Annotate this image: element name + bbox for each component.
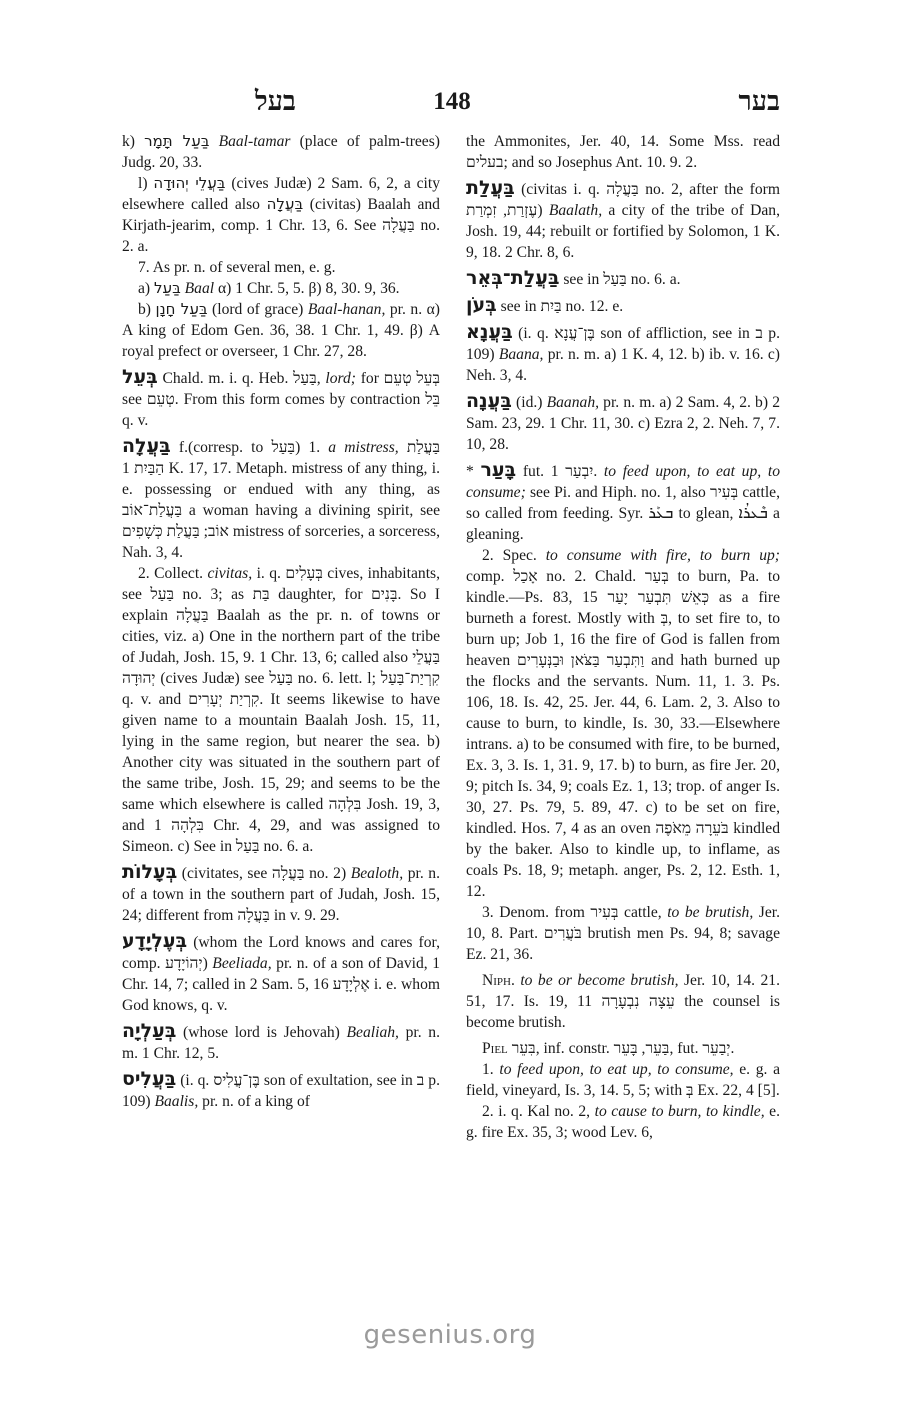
dictionary-paragraph [466,131,780,173]
text-run: בַּעֲלַת הַבַּיִת 1 K. 17, 17. Metaph. mistress of any thing, i. e. possessing or endued with any thing, as בַּעֲלַת־אוֹב a woman having a divining spirit, see אוֹב; בַּעֲלַת כְּשָׁפִים mistress of sorceries, a sorceress, Nah. 3, 4. [122,439,441,561]
text-run: e. g. a field, vineyard, Is. 3, 14. 5, 5; with בְּ Ex. 22, 4 [5]. [466,1061,781,1099]
text-run: 1. [482,1061,500,1078]
dictionary-paragraph [466,970,780,1033]
text-run: (civitas) Baalah and Kirjath-jearim, comp. 1 Chr. 13, 6. See בַּעֲלָה no. 2. a. [122,196,441,255]
text-run: (civitas i. q. בַּעֲלָה no. 2, after the form עֶזְרַת, זִמְרַת) [466,181,780,219]
text-run: (civitates, see בַּעֲלָה no. 2) [177,865,351,882]
entry-headword: בְּעֶלְיָדָע [122,930,188,952]
dictionary-paragraph [466,178,780,263]
text-run: Piel [482,1040,508,1057]
gloss-italic: Bealiah, [346,1024,399,1041]
text-run: (id.) [511,394,547,411]
text-run: see Pi. and Hiph. no. 1, also בְּעִיר cattle, so called from feeding. Syr. ܒܥܰܪ to glean, ܒܶܥܪܳܐ a gleaning. [466,484,780,543]
running-header [120,86,780,122]
entry-headword: בְּעֵל [122,366,158,388]
text-run: l) [138,175,154,192]
text-run: f.(corresp. to בַּעַל) 1. [170,439,329,456]
text-run: Jer. 10, 14. 21. 51, 17. Is. 19, 11 עֵצָה נִבְעָרָה the counsel is become brutish. [466,972,780,1031]
text-run: (cives Judæ) 2 Sam. 6, 2, a city elsewhere called also [122,175,440,213]
gloss-italic: a mistress, [328,439,399,456]
text-run: 2. Collect. [138,565,208,582]
entry-headword: בַּעֲלַת־בְּאֵר [466,267,560,289]
text-run: pr. n. of a king of [198,1093,310,1110]
text-run: pr. n. α) A king of Edom Gen. 36, 38. 1 Chr. 1, 49. β) A royal prefect or overseer, 1 Chr. 27, 28. [122,301,441,360]
text-run: בַּעֲלֵי יְהוּדָה [153,174,226,192]
entry-headword: בַּעֲנָא [466,321,513,343]
dictionary-paragraph [466,902,780,965]
text-run: for בְּעֵל טְעֵם see טְעֵם. From this form comes by contraction בֵּל q. v. [122,370,440,429]
dictionary-paragraph [466,1059,780,1101]
right-column [466,131,780,1143]
watermark: gesenius.org [363,1320,537,1350]
dictionary-paragraph [466,391,780,455]
text-run: (i. q. בֶּן־עֲלִיס son of exultation, see in ב p. 109) [122,1072,441,1110]
text-run: see in בַּיִת no. 12. e. [496,298,624,315]
gloss-italic: Baal-hanan, [307,301,386,318]
text-run: k) [122,133,145,150]
text-run: * [466,463,481,480]
entry-headword: בַּעֲלִיס [122,1068,177,1090]
text-run: בַּעַל [154,279,181,297]
entry-headword: בְּעָלוֹת [122,861,178,883]
dictionary-paragraph [466,545,780,902]
gloss-italic: to be or become brutish, [520,972,679,989]
text-run: pr. n. of a son of David, 1 Chr. 14, 7; called in 2 Sam. 5, 16 אֶלְיָדָע i. e. whom God knows, q. v. [122,955,441,1014]
dictionary-paragraph [122,1069,440,1112]
text-run: i. q. בְּעָלִים cives, inhabitants, see בַּעַל no. 3; as בַּת daughter, for בָּנִים. So I explain בַּעֲלָה Baalah as the pr. n. of towns or cities, viz. a) One in the northern part of the tribe of Judah, Josh. 15, 9. 1 Chr. 13, 6; called also בַּעֲלֵי יְהוּדָה (cives Judæ) see בַּעַל no. 6. lett. l; קִרְיַת־בַּעַל q. v. and קִרְיַת יְעָרִים. It seems likewise to have given name to a mountain Baalah Josh. 15, 11, lying in the same region, but nearer the sea. b) Another city was situated in the southern part of the same tribe, Josh. 15, 29; and seems to be the same which elsewhere is called בִּלְהָה Josh. 19, 3, and בִּלְהָה 1 Chr. 4, 29, and was assigned to Simeon. c) See in בַּעַל no. 6. a. [122,565,440,855]
dictionary-paragraph [122,278,440,299]
text-run: 2. i. q. Kal no. 2, [482,1103,595,1120]
entry-headword: בָּעַר [480,459,517,481]
gloss-italic: Baalath, [548,202,603,219]
dictionary-paragraph [122,931,440,1016]
gloss-italic: Baanah, [546,394,600,411]
text-run: pr. n. m. a) 2 Sam. 4, 2. b) 2 Sam. 23, 29. 1 Chr. 11, 30. c) Ezra 2, 2. Neh. 7, 7. 10, 28. [466,394,780,453]
text-run: (lord of grace) [207,301,308,318]
header-right-word: בער [738,86,780,116]
entry-headword: בַּעֲלָה [122,435,171,457]
text-run: the Ammonites, Jer. 40, 14. Some Mss. read בעלים; and so Josephus Ant. 10. 9. 2. [466,133,780,171]
text-run: a city of the tribe of Dan, Josh. 19, 44; rebuilt or fortified by Solomon, 1 K. 9, 18. 2 Chr. 8, 6. [466,202,781,261]
dictionary-paragraph [466,295,780,317]
text-run [209,133,218,150]
entry-headword: בַּעֲנָה [466,390,512,412]
text-run: 3. Denom. from בְּעִיר cattle, [482,904,668,921]
text-run: comp. אָכַל no. 2. Chald. בְּעַר to burn, Pa. to kindle.—Ps. 83, 15 כְּאֵשׁ תִּבְעַר יָעַר as a fire burneth a forest. Mostly with בְּ, to set fire to, to burn up; Job 1, 16 the fire of God is fallen from heaven וַתִּבְעַר בַּצֹּאן וּבַנְּעָרִים and hath burned up the flocks and the servants. Num. 11, 1. 3. Ps. 106, 18. Is. 42, 25. Jer. 44, 6. Lam. 2, 3. Also to cause to burn, to kindle, Is. 30, 33.—Elsewhere intrans. a) to be consumed with fire, to be burned, Ex. 3, 3. Is. 1, 31. 9, 17. b) to burn, as fire Jer. 20, 9; pitch Is. 34, 9; coals Ez. 1, 13; trop. of anger Is. 30, 27. Ps. 79, 5. 89, 47. c) to be set on fire, kindled. Hos. 7, 4 as an oven בֹּעֵרָה מֵאֹפֶה kindled by the baker. Also to kindle up, to inflame, as coals Ps. 18, 9; metaph. anger, Ps. 2, 12. Esth. 1, 12. [466,568,781,900]
left-column [122,131,440,1112]
gloss-italic: Baalis, [154,1093,199,1110]
dictionary-paragraph [122,1021,440,1064]
text-run: pr. n. of a town in the southern part of Judah, Josh. 15, 24; different from בַּעֲלָה in v. 9. 29. [122,865,440,924]
text-run: 2. Spec. [482,547,546,564]
text-run: בַּעֲלָה [266,195,304,213]
dictionary-paragraph [122,299,440,362]
header-left-word: בעל [255,86,296,116]
gloss-italic: lord; [325,370,356,387]
text-run: a) [138,280,155,297]
dictionary-paragraph [466,1038,780,1059]
dictionary-paragraph [122,436,440,563]
dictionary-paragraph [122,173,440,257]
page-number: 148 [433,88,471,115]
text-run: e. g. fire Ex. 35, 3; wood Lev. 6, [466,1103,780,1141]
text-run: fut. יִבְעַר 1. [516,463,604,480]
dictionary-paragraph [466,460,780,545]
dictionary-paragraph [122,367,440,431]
gloss-italic: to be brutish, [667,904,754,921]
gloss-italic: to feed upon, to eat up, to consume, [499,1061,734,1078]
dictionary-paragraph [122,257,440,278]
gloss-italic: to consume with fire, to burn up; [545,547,780,564]
dictionary-paragraph [122,862,440,926]
text-run: (i. q. בֶּן־עֲנָא son of affliction, see in ב p. 109) [466,325,781,363]
entry-headword: בְּעֹן [466,294,497,316]
text-run: (whose lord is Jehovah) [176,1024,347,1041]
entry-headword: בַּעֲלַת [466,177,515,199]
gloss-italic: Baal [184,280,215,297]
dictionary-paragraph [466,1101,780,1143]
dictionary-paragraph [466,322,780,386]
dictionary-paragraph [466,268,780,290]
text-run: בַּעַל חָנָן [155,300,208,318]
gloss-italic: Beeliada, [212,955,272,972]
entry-headword: בְּעַלְיָה [122,1020,177,1042]
text-run: α) 1 Chr. 5, 5. β) 8, 30. 9, 36. [214,280,400,297]
text-run: Niph. [482,972,515,989]
text-run: (place of palm-trees) Judg. 20, 33. [122,133,440,171]
gloss-italic: Baana, [498,346,544,363]
text-run: Jer. 10, 8. Part. בֹּעֲרִים brutish men Ps. 94, 8; savage Ez. 21, 36. [466,904,780,963]
gloss-italic: to feed upon, to eat up, to consume; [466,463,780,501]
text-run: בַּעַל תָּמָר [144,132,210,150]
text-run: בִּעֵר, inf. constr. בַּעֵר, בָּעֵר, fut. יְבַעֵר. [507,1040,735,1057]
text-run: (whom the Lord knows and cares for, comp. יְהוֹיָדָע) [122,934,440,972]
text-run: pr. n. m. 1 Chr. 12, 5. [122,1024,440,1062]
text-run: pr. n. m. a) 1 K. 4, 12. b) ib. v. 16. c) Neh. 3, 4. [466,346,781,384]
dictionary-paragraph [122,563,440,857]
text-run: 7. As pr. n. of several men, e. g. [138,259,336,276]
text-run: Chald. m. i. q. Heb. בַּעַל, [157,370,326,387]
text-run: see in בַּעַל no. 6. a. [559,271,681,288]
text-run: b) [138,301,156,318]
gloss-italic: Baal-tamar [218,133,291,150]
gloss-italic: civitas, [207,565,253,582]
gloss-italic: Bealoth, [350,865,404,882]
dictionary-paragraph [122,131,440,173]
gloss-italic: to cause to burn, to kindle, [594,1103,765,1120]
